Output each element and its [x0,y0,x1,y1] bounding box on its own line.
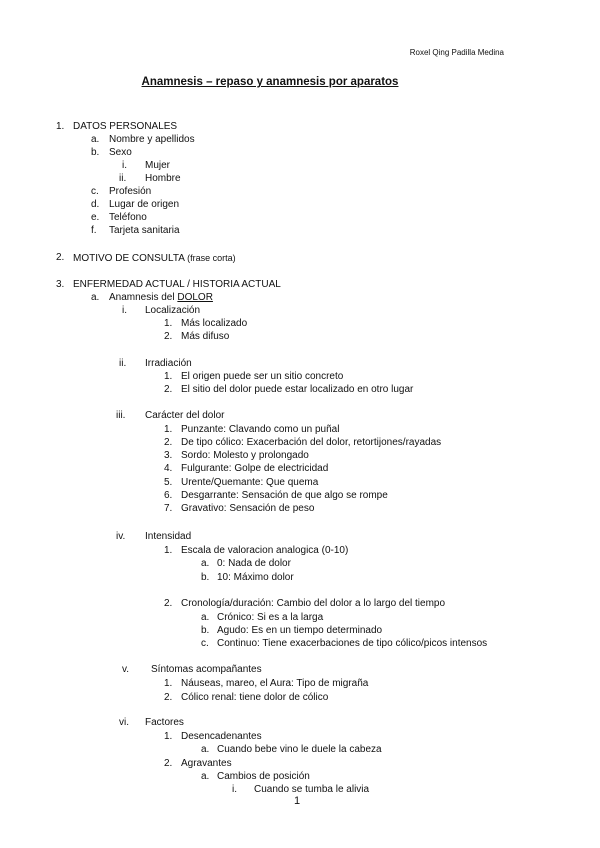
list-marker: 1. [164,318,173,329]
list-item: Sordo: Molesto y prolongado [181,450,309,461]
list-marker: 4. [164,463,173,474]
list-marker: 1. [56,121,65,132]
list-marker: 2. [56,252,65,263]
list-marker: ii. [119,173,127,184]
list-marker: 2. [164,384,173,395]
list-item: Urente/Quemante: Que quema [181,477,319,488]
list-marker: 7. [164,503,173,514]
list-item: Fulgurante: Golpe de electricidad [181,463,329,474]
list-item: Irradiación [145,358,192,369]
list-marker: 2. [164,758,173,769]
item-text: Anamnesis del [109,292,175,303]
list-marker: d. [91,199,100,210]
list-marker: a. [201,744,210,755]
list-marker: 6. [164,490,173,501]
list-marker: 1. [164,731,173,742]
list-marker: a. [201,612,210,623]
list-item: Crónico: Si es a la larga [217,612,324,623]
list-item: Escala de valoracion analogica (0-10) [181,545,349,556]
list-marker: iv. [116,531,126,542]
list-marker: i. [122,160,127,171]
section-heading: DATOS PERSONALES [73,121,178,132]
list-item: Cronología/duración: Cambio del dolor a lo largo del tiempo [181,598,446,609]
list-item: Cólico renal: tiene dolor de cólico [181,692,329,703]
list-item: Síntomas acompañantes [151,664,262,675]
list-marker: c. [91,186,99,197]
list-marker: 5. [164,477,173,488]
list-item: Lugar de origen [109,199,180,210]
list-marker: 2. [164,692,173,703]
list-item: Intensidad [145,531,192,542]
list-item: Continuo: Tiene exacerbaciones de tipo cólico/picos intensos [217,638,488,649]
list-item: Hombre [145,173,181,184]
list-item [109,292,213,304]
list-item: El origen puede ser un sitio concreto [181,371,344,382]
heading-note: (frase corta) [187,253,236,263]
list-item: Agravantes [181,758,232,769]
page-number: 1 [294,795,301,807]
list-marker: b. [91,147,100,158]
list-item: Gravativo: Sensación de peso [181,503,315,514]
list-item: Tarjeta sanitaria [109,225,180,236]
list-item: Más difuso [181,331,230,342]
list-marker: f. [91,225,97,236]
list-marker: a. [201,771,210,782]
list-item: Factores [145,717,184,728]
list-marker: b. [201,625,210,636]
list-marker: ii. [119,358,127,369]
list-marker: 2. [164,331,173,342]
list-item: Localización [145,305,201,316]
list-item: Sexo [109,147,132,158]
list-marker: vi. [119,717,129,728]
list-marker: 1. [164,371,173,382]
list-item: Cuando bebe vino le duele la cabeza [217,744,382,755]
list-marker: 1. [164,678,173,689]
author-name: Roxel Qing Padilla Medina [409,48,504,57]
list-marker: 2. [164,437,173,448]
list-item: Desgarrante: Sensación de que algo se rompe [181,490,388,501]
list-item: Cuando se tumba le alivia [254,784,370,795]
list-marker: a. [91,292,100,303]
list-marker: b. [201,572,210,583]
section-heading [73,252,236,265]
list-marker: 1. [164,424,173,435]
list-item: 0: Nada de dolor [217,558,291,569]
list-item: Náuseas, mareo, el Aura: Tipo de migraña [181,678,369,689]
list-item: De tipo cólico: Exacerbación del dolor, retortijones/rayadas [181,437,442,448]
list-item: Más localizado [181,318,248,329]
list-marker: i. [232,784,237,795]
list-marker: 2. [164,598,173,609]
list-item: 10: Máximo dolor [217,572,294,583]
list-item: Profesión [109,186,152,197]
list-marker: v. [122,664,130,675]
list-item: Teléfono [109,212,147,223]
list-marker: a. [201,558,210,569]
list-marker: 3. [164,450,173,461]
list-marker: 1. [164,545,173,556]
document-title: Anamnesis – repaso y anamnesis por aparatos [141,76,399,88]
list-item: El sitio del dolor puede estar localizado en otro lugar [181,384,414,395]
list-marker: c. [201,638,209,649]
item-emphasis: DOLOR [177,292,213,303]
list-item: Carácter del dolor [145,410,225,421]
heading-text: MOTIVO DE CONSULTA [73,253,185,264]
list-item: Agudo: Es en un tiempo determinado [217,625,383,636]
section-heading: ENFERMEDAD ACTUAL / HISTORIA ACTUAL [73,279,281,290]
list-marker: a. [91,134,100,145]
list-marker: 3. [56,279,65,290]
list-item: Punzante: Clavando como un puñal [181,424,340,435]
list-marker: e. [91,212,100,223]
list-item: Nombre y apellidos [109,134,195,145]
list-item: Desencadenantes [181,731,262,742]
list-marker: i. [122,305,127,316]
list-item: Cambios de posición [217,771,310,782]
list-item: Mujer [145,160,171,171]
list-marker: iii. [116,410,126,421]
